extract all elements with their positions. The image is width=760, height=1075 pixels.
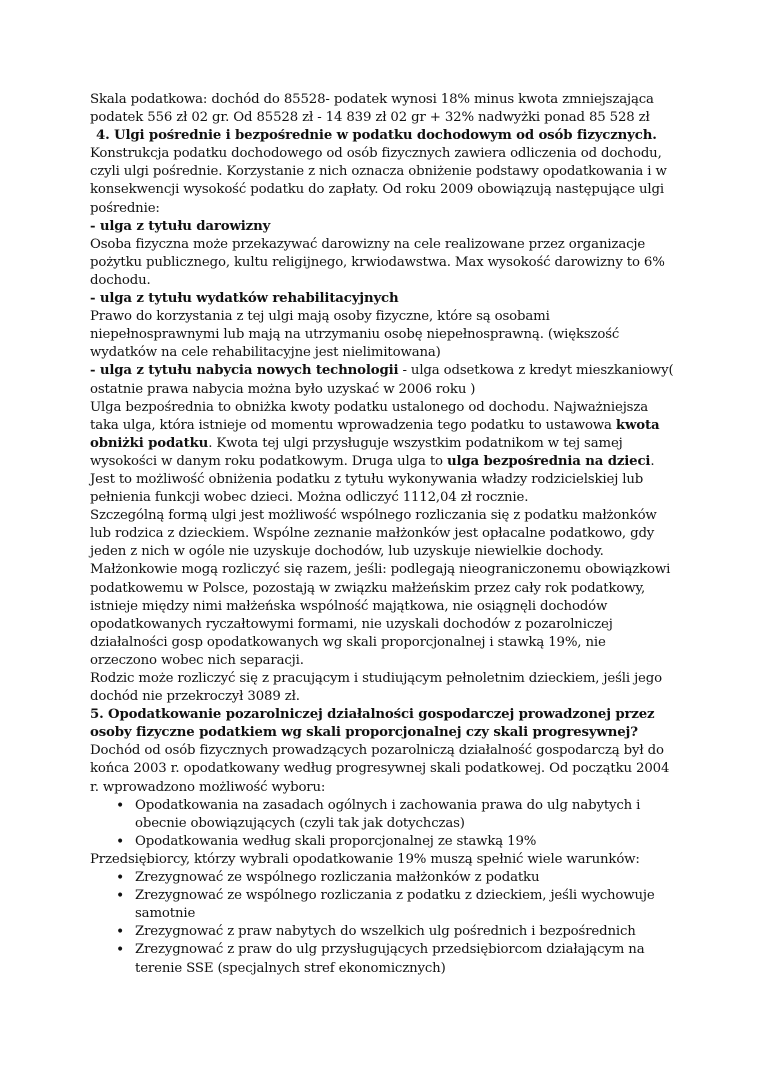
parent-child-paragraph: Rodzic może rozliczyć się z pracującym i studiującym pełnoletnim dzieckiem, jeśli jego dochód nie przekroczył 3089 zł.	[90, 671, 662, 705]
rehab-relief-title: - ulga z tytułu wydatków rehabilitacyjnych	[90, 291, 399, 307]
conditions-intro: Przedsiębiorcy, którzy wybrali opodatkowanie 19% muszą spełnić wiele warunków:	[90, 851, 640, 867]
list-item: • Zrezygnować ze wspólnego rozliczania z podatku z dzieckiem, jeśli wychowuje samotnie	[90, 887, 676, 923]
conditions-list	[90, 869, 676, 978]
tech-relief-text: - ulga odsetkowa z kredyt mieszkaniowy( ostatnie prawa nabycia można było uzyskać w 2006 roku )	[90, 363, 674, 397]
list-item: • Zrezygnować ze wspólnego rozliczania małżonków z podatku	[90, 869, 676, 887]
section-5-intro: Dochód od osób fizycznych prowadzących pozarolniczą działalność gospodarczą był do końca 2003 r. opodatkowany według progresywnej skali podatkowej. Od początku 2004 r. wprowadzono możliwość wyboru:	[90, 743, 670, 795]
direct-relief-paragraph: Ulga bezpośrednia to obniżka kwoty podatku ustalonego od dochodu. Najważniejsza taka ulga, która istnieje od momentu wprowadzenia tego podatku to ustawowa kwota obniżki podatku. Kwota tej ulgi przysługuje wszystkim podatnikom w tej samej wysokości w danym roku podatkowym. Druga ulga to ulga bezpośrednia na dzieci. Jest to możliwość obniżenia podatku z tytułu wykonywania władzy rodzicielskiej lub pełnienia funkcji wobec dzieci. Można odliczyć 1112,04 zł rocznie.	[90, 399, 660, 506]
list-item: • Zrezygnować z praw do ulg przysługujących przedsiębiorcom działającym na terenie SSE (specjalnych stref ekonomicznych)	[90, 941, 676, 977]
tech-relief-paragraph	[90, 362, 676, 398]
tax-reduction-amount-term: kwota obniżki podatku	[90, 417, 660, 451]
rehab-relief-text: Prawo do korzystania z tej ulgi mają osoby fizyczne, które są osobami niepełnosprawnymi lub mają na utrzymaniu osobę niepełnosprawną. (większość wydatków na cele rehabilitacyjne jest nielimitowana)	[90, 309, 620, 361]
taxation-options-list	[90, 797, 676, 851]
donation-relief-text: Osoba fizyczna może przekazywać darowizny na cele realizowane przez organizacje pożytku publicznego, kultu religijnego, krwiodawstwa. Max wysokość darowizny to 6% dochodu.	[90, 236, 665, 288]
joint-settlement-paragraph: Szczególną formą ulgi jest możliwość wspólnego rozliczania się z podatku małżonków lub rodzica z dzieckiem. Wspólne zeznanie małżonków jest opłacalne podatkowo, gdy jeden z nich w ogóle nie uzyskuje dochodów, lub uzyskuje niewielkie dochody. Małżonkowie mogą rozliczyć się razem, jeśli: podlegają nieograniczonemu obowiązkowi podatkowemu w Polsce, pozostają w związku małżeńskim przez cały rok podatkowy, istnieje między nimi małżeńska wspólność majątkowa, nie osiągnęli dochodów opodatkowanych ryczałtowymi formami, nie uzyskali dochodów z pozarolniczej działalności gosp opodatkowanych wg skali proporcjonalnej i stawką 19%, nie orzeczono wobec nich separacji.	[90, 508, 671, 668]
document-page	[90, 91, 676, 978]
donation-relief-title: - ulga z tytułu darowizny	[90, 218, 271, 234]
child-relief-term: ulga bezpośrednia na dzieci	[446, 453, 651, 469]
section-5-heading: 5. Opodatkowanie pozarolniczej działalności gospodarczej prowadzonej przez osoby fizyczne podatkiem wg skali proporcjonalnej czy skali progresywnej?	[90, 707, 655, 741]
list-item: • Opodatkowania według skali proporcjonalnej ze stawką 19%	[90, 833, 676, 851]
list-item: • Zrezygnować z praw nabytych do wszelkich ulg pośrednich i bezpośrednich	[90, 923, 676, 941]
tech-relief-title: - ulga z tytułu nabycia nowych technologii	[90, 363, 399, 379]
list-item: • Opodatkowania na zasadach ogólnych i zachowania prawa do ulg nabytych i obecnie obowiązujących (czyli tak jak dotychczas)	[90, 797, 676, 833]
section-4-intro: Konstrukcja podatku dochodowego od osób fizycznych zawiera odliczenia od dochodu, czyli ulgi pośrednie. Korzystanie z nich oznacza obniżenie podstawy opodatkowania i w konsekwencji wysokość podatku do zapłaty. Od roku 2009 obowiązują następujące ulgi pośrednie:	[90, 146, 667, 216]
tax-scale-paragraph: Skala podatkowa: dochód do 85528- podatek wynosi 18% minus kwota zmniejszająca podatek 556 zł 02 gr. Od 85528 zł - 14 839 zł 02 gr + 32% nadwyżki ponad 85 528 zł	[90, 92, 654, 126]
section-4-heading: 4. Ulgi pośrednie i bezpośrednie w podatku dochodowym od osób fizycznych.	[96, 128, 657, 144]
